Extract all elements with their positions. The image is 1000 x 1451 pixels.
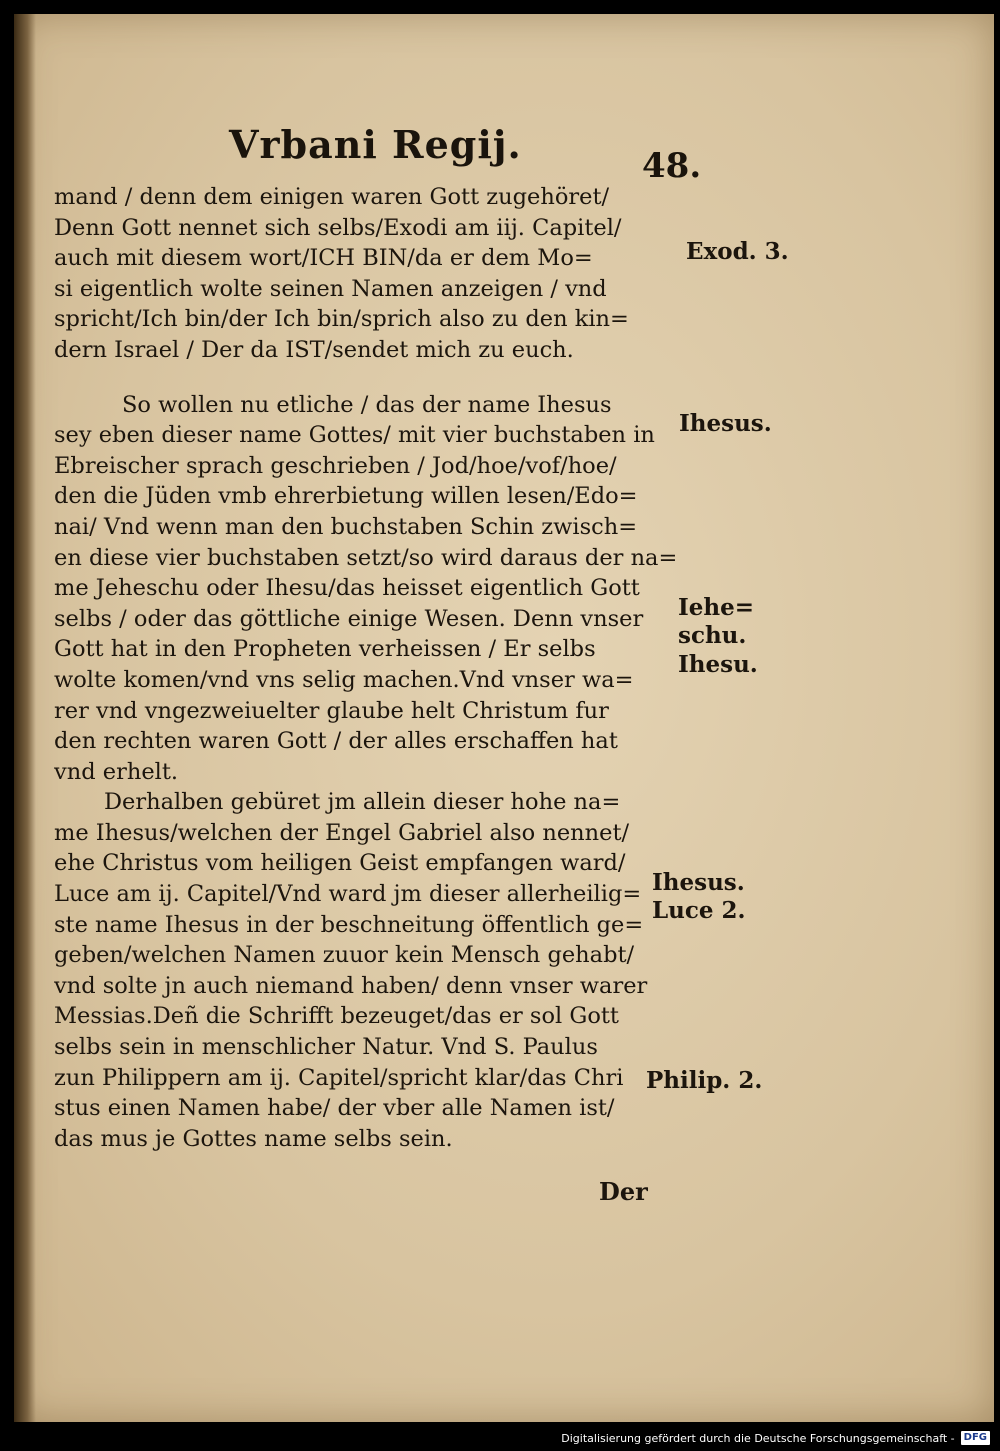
main-text-block xyxy=(54,182,689,1154)
text-line: selbs sein in menschlicher Natur. Vnd S. Paulus xyxy=(54,1034,598,1061)
page-number: 48. xyxy=(642,146,702,186)
footer-credit xyxy=(561,1428,990,1448)
text-line: rer vnd vngezweiuelter glaube helt Christum fur xyxy=(54,697,609,724)
margin-note-schu: schu. xyxy=(678,622,747,649)
running-head: Vrbani Regij. xyxy=(229,122,522,167)
text-line: den rechten waren Gott / der alles erschaffen hat xyxy=(54,728,618,755)
text-line: mand / denn dem einigen waren Gott zugehöret/ xyxy=(54,184,610,210)
binding-edge xyxy=(14,14,36,1422)
text-line: auch mit diesem wort/ICH BIN/da er dem Mo= xyxy=(54,245,593,272)
margin-note-ihesus: Ihesus. xyxy=(679,410,772,437)
text-line: Messias.Deñ die Schrifft bezeuget/das er sol Gott xyxy=(54,1003,619,1030)
text-line: stus einen Namen habe/ der vber alle Namen ist/ xyxy=(54,1095,615,1122)
text-line: sey eben dieser name Gottes/ mit vier buchstaben in xyxy=(54,422,655,449)
text-line: vnd solte jn auch niemand haben/ denn vnser warer xyxy=(54,972,648,999)
text-line: So wollen nu etliche / das der name Ihesus xyxy=(122,391,612,418)
text-line: wolte komen/vnd vns selig machen.Vnd vnser wa= xyxy=(54,666,634,693)
text-line: Denn Gott nennet sich selbs/Exodi am iij. Capitel/ xyxy=(54,214,622,241)
text-line: den die Jüden vmb ehrerbietung willen lesen/Edo= xyxy=(54,483,638,510)
text-line: nai/ Vnd wenn man den buchstaben Schin zwisch= xyxy=(54,513,638,540)
text-line: dern Israel / Der da IST/sendet mich zu euch. xyxy=(54,336,574,363)
dfg-logo: DFG xyxy=(961,1431,990,1445)
text-line: me Ihesus/welchen der Engel Gabriel also nennet/ xyxy=(54,819,630,846)
margin-note-jehe: Iehe= xyxy=(678,594,755,621)
margin-note-luce: Luce 2. xyxy=(652,897,746,924)
text-line: Gott hat in den Propheten verheissen / Er selbs xyxy=(54,636,596,663)
text-line: zun Philippern am ij. Capitel/spricht klar/das Chri xyxy=(54,1064,624,1091)
footer-credit-text: Digitalisierung gefördert durch die Deutsche Forschungsgemeinschaft - xyxy=(561,1431,955,1445)
text-line: Ebreischer sprach geschrieben / Jod/hoe/vof/hoe/ xyxy=(54,452,617,479)
margin-note-ihesus-2: Ihesus. xyxy=(652,869,745,896)
text-line: das mus je Gottes name selbs sein. xyxy=(54,1125,453,1152)
margin-note-exod: Exod. 3. xyxy=(686,238,789,265)
text-line: ste name Ihesus in der beschneitung öffentlich ge= xyxy=(54,911,644,938)
book-page xyxy=(14,14,994,1422)
text-line: en diese vier buchstaben setzt/so wird daraus der na= xyxy=(54,544,678,571)
margin-note-ihesu: Ihesu. xyxy=(678,651,758,678)
text-line: vnd erhelt. xyxy=(54,758,179,785)
text-line: ehe Christus vom heiligen Geist empfangen ward/ xyxy=(54,850,626,877)
text-line: spricht/Ich bin/der Ich bin/sprich also zu den kin= xyxy=(54,306,629,333)
text-line: me Jeheschu oder Ihesu/das heisset eigentlich Gott xyxy=(54,575,640,602)
catchword: Der xyxy=(599,1177,648,1206)
text-line: Derhalben gebüret jm allein dieser hohe na= xyxy=(104,789,621,816)
text-line: Luce am ij. Capitel/Vnd ward jm dieser allerheilig= xyxy=(54,881,642,908)
text-line: si eigentlich wolte seinen Namen anzeigen / vnd xyxy=(54,275,607,302)
margin-note-philip: Philip. 2. xyxy=(646,1067,763,1094)
text-line: geben/welchen Namen zuuor kein Mensch gehabt/ xyxy=(54,942,635,969)
text-line: selbs / oder das göttliche einige Wesen. Denn vnser xyxy=(54,605,644,632)
